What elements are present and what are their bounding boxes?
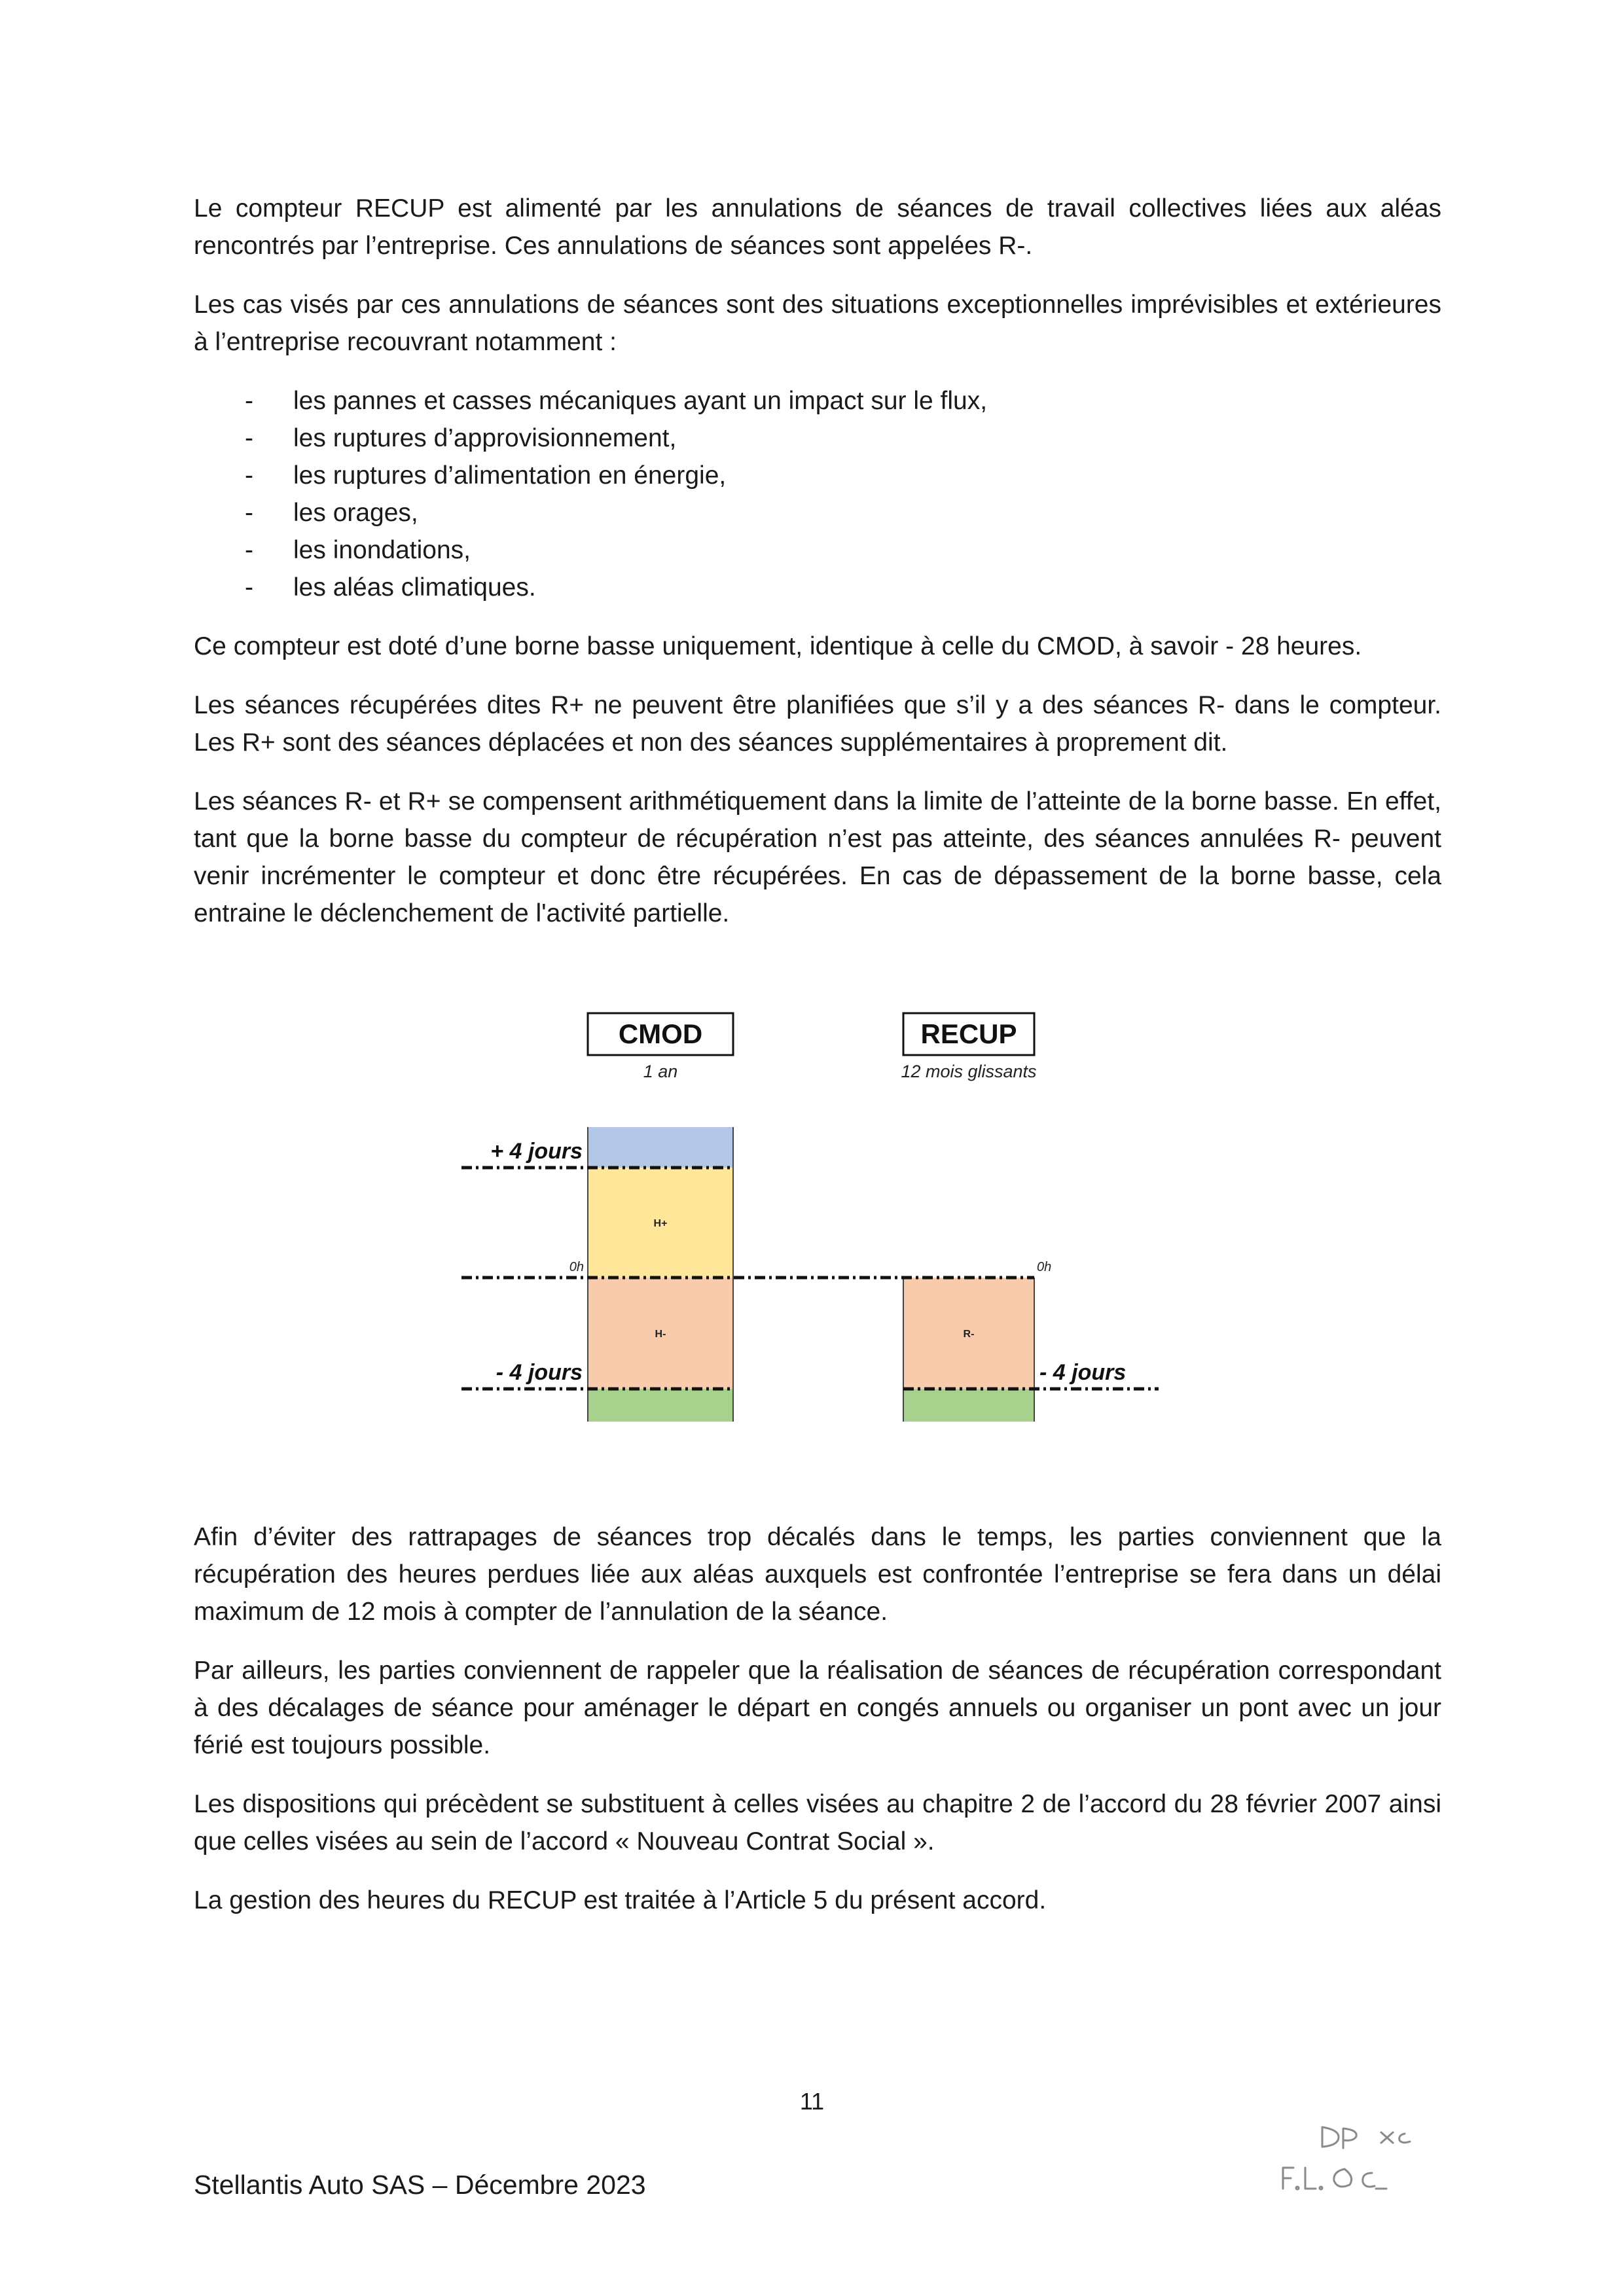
footer-text: Stellantis Auto SAS – Décembre 2023 [194,2170,646,2200]
list-item-text: les ruptures d’approvisionnement, [293,424,677,452]
bullet-dash: - [245,499,253,527]
cmod-zero-label: 0h [569,1260,584,1274]
paragraph-delay: Afin d’éviter des rattrapages de séances trop décalés dans le temps, les parties conviennent que la récupération des heures perdues liée aux aléas auxquels est confrontée l’entreprise se fera dans un délai maximum de 12 mois à compter de l’annulation de la séance. [194,1523,1441,1626]
body-text-top [194,190,1441,954]
list-item-text: les inondations, [293,536,471,564]
paragraph-compensation: Les séances R- et R+ se compensent arithmétiquement dans la limite de l’atteinte de la borne basse. En effet, tant que la borne basse du compteur de récupération n’est pas atteinte, des séances annulées R- peuvent venir incrémenter le compteur et donc être récupérées. En cas de dépassement de la borne basse, cela entraine le déclenchement de l'activité partielle. [194,787,1441,927]
bullet-dash: - [245,536,253,564]
cases-list [194,382,1441,606]
list-item-text: les orages, [293,499,418,527]
bullet-dash: - [245,573,253,601]
initials-signature-marks [1283,2127,1410,2189]
cmod-title: CMOD [618,1018,703,1049]
list-item-text: les ruptures d’alimentation en énergie, [293,461,727,490]
bullet-dash: - [245,387,253,415]
cmod-blue-band [588,1127,733,1168]
counters-diagram [445,1001,1178,1446]
bullet-dash: - [245,461,253,490]
list-item-text: les pannes et casses mécaniques ayant un impact sur le flux, [293,387,988,415]
list-item [194,569,1441,606]
list-item [194,420,1441,457]
hminus-label: H- [655,1329,666,1340]
rminus-label: R- [963,1329,975,1340]
cmod-green-band [588,1389,733,1422]
recup-lower-bound-label: - 4 jours [1039,1360,1127,1385]
recup-title: RECUP [920,1018,1017,1049]
recup-green-band [903,1389,1034,1422]
paragraph-substitution: Les dispositions qui précèdent se substituent à celles visées au chapitre 2 de l’accord du 28 février 2007 ainsi que celles visées au sein de l’accord « Nouveau Contrat Social ». [194,1790,1441,1856]
paragraph-lower-bound: Ce compteur est doté d’une borne basse uniquement, identique à celle du CMOD, à savoir - 28 heures. [194,632,1362,660]
recup-zero-label: 0h [1037,1260,1052,1274]
paragraph-article-5: La gestion des heures du RECUP est traitée à l’Article 5 du présent accord. [194,1886,1047,1914]
upper-bound-label: + 4 jours [490,1139,583,1164]
list-item [194,531,1441,569]
page-number: 11 [799,2088,825,2115]
list-item-text: les aléas climatiques. [293,573,536,601]
hplus-label: H+ [653,1218,668,1229]
body-text-bottom [194,1518,1441,1941]
cmod-lower-bound-label: - 4 jours [496,1360,583,1385]
paragraph-cases: Les cas visés par ces annulations de séances sont des situations exceptionnelles imprévisibles et extérieures à l’entreprise recouvrant notamment : [194,291,1441,356]
recup-subtitle: 12 mois glissants [901,1062,1037,1081]
bullet-dash: - [245,424,253,452]
cmod-subtitle: 1 an [643,1062,678,1081]
list-item [194,382,1441,420]
list-item [194,457,1441,494]
list-item [194,494,1441,531]
paragraph-r-plus: Les séances récupérées dites R+ ne peuvent être planifiées que s’il y a des séances R- dans le compteur. Les R+ sont des séances déplacées et non des séances supplémentaires à proprement dit. [194,691,1441,757]
handwritten-initials [1276,2121,1447,2206]
paragraph-recup-intro: Le compteur RECUP est alimenté par les annulations de séances de travail collectives liées aux aléas rencontrés par l’entreprise. Ces annulations de séances sont appelées R-. [194,194,1441,260]
paragraph-recovery-sessions: Par ailleurs, les parties conviennent de rappeler que la réalisation de séances de récupération correspondant à des décalages de séance pour aménager le départ en congés annuels ou organiser un pont avec un jour férié est toujours possible. [194,1657,1441,1759]
